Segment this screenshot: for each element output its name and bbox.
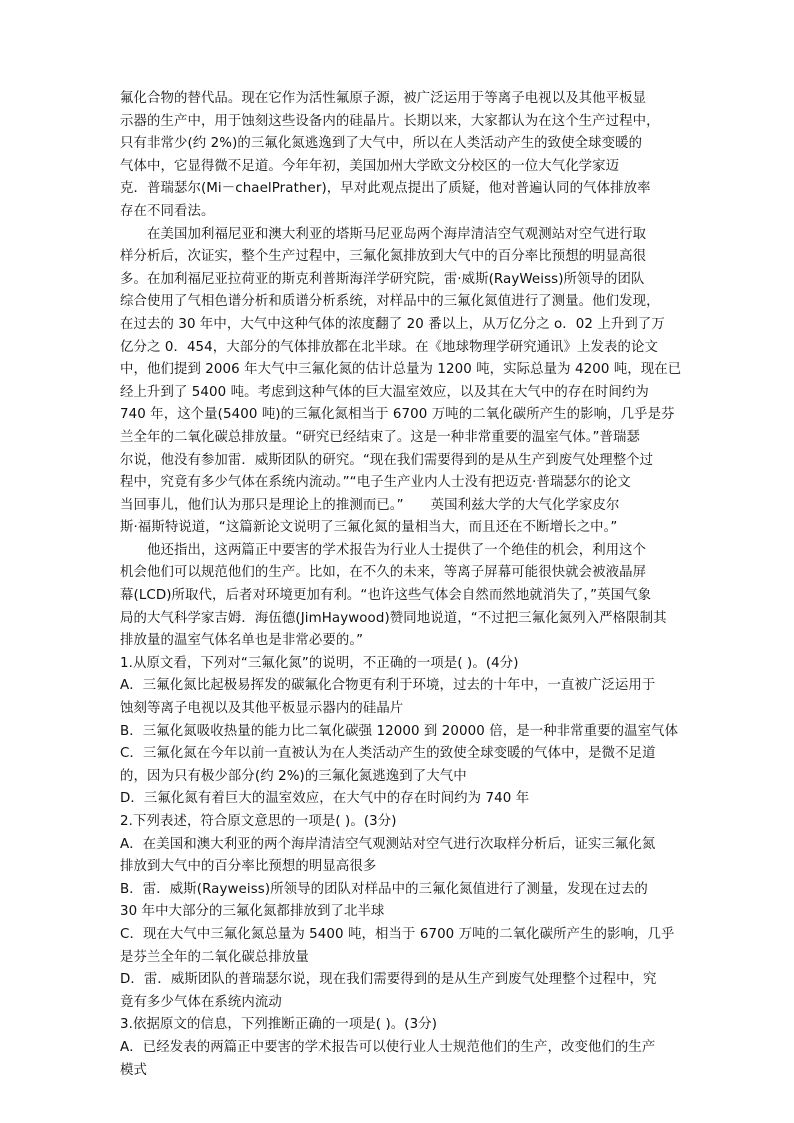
question-2-stem: 2.下列表述，符合原文意思的一项是( )。(3分) <box>120 814 397 829</box>
question-2-option-b: B．雷．威斯(Rayweiss)所领导的团队对样品中的三氟化氮值进行了测量，发现在过去的 <box>120 881 648 897</box>
question-1-option-a-cont: 蚀刻等离子电视以及其他平板显示器内的硅晶片 <box>120 701 404 717</box>
text-line: 样分析后，次证实，整个生产过程中，三氟化氮排放到大气中的百分率比预想的明显高很 <box>120 249 647 265</box>
text-line: 克．普瑞瑟尔(Mi－chaelPrather)，早对此观点提出了质疑，他对普遍认同的气体排放率 <box>120 181 651 197</box>
text-line: 存在不同看法。 <box>120 203 215 219</box>
text-line: 多。在加利福尼亚拉荷亚的斯克利普斯海洋学研究院，雷·威斯(RayWeiss)所领导的团队 <box>120 271 645 287</box>
text-line: 740 年，这个量(5400 吨)的三氟化氮相当于 6700 万吨的二氧化碳所产生的影响，几乎是芬 <box>120 407 675 423</box>
question-1-option-d: D．三氟化氮有着巨大的温室效应，在大气中的存在时间约为 740 年 <box>120 791 530 807</box>
document-page <box>120 88 680 1082</box>
question-3-option-a: A．已经发表的两篇正中要害的学术报告可以使行业人士规范他们的生产，改变他们的生产 <box>120 1039 656 1055</box>
text-line: 尔说，他没有参加雷．威斯团队的研究。“现在我们需要得到的是从生产到废气处理整个过 <box>120 452 654 468</box>
question-1-option-c: C．三氟化氮在今年以前一直被认为在人类活动产生的致使全球变暖的气体中，是微不足道 <box>120 746 656 762</box>
question-1-option-b: B．三氟化氮吸收热量的能力比二氧化碳强 12000 到 20000 倍，是一种非常重要的温室气体 <box>120 723 679 739</box>
question-2-option-a: A．在美国和澳大利亚的两个海岸清洁空气观测站对空气进行次取样分析后，证实三氟化氮 <box>120 836 656 852</box>
question-2-option-a-cont: 排放到大气中的百分率比预想的明显高很多 <box>120 859 377 875</box>
question-3-stem: 3.依据原文的信息，下列推断正确的一项是( )。(3分) <box>120 1017 438 1033</box>
question-2-option-c: C．现在大气中三氟化氮总量为 5400 吨，相当于 6700 万吨的二氧化碳所产生的影响，几乎 <box>120 926 675 942</box>
text-line: 程中，究竟有多少气体在系统内流动。”“电子生产业内人士没有把迈克·普瑞瑟尔的论文 <box>120 475 631 491</box>
question-1-stem: 1.从原文看，下列对“三氟化氮”的说明，不正确的一项是( )。(4分) <box>120 655 519 671</box>
text-line: 亿分之 0．454，大部分的气体排放都在北半球。在《地球物理学研究通讯》上发表的论文 <box>120 339 658 355</box>
text-line: 只有非常少(约 2%)的三氟化氮逃逸到了大气中，所以在人类活动产生的致使全球变暖的 <box>120 136 643 152</box>
question-2-option-d-cont: 竟有多少气体在系统内流动 <box>120 994 282 1010</box>
text-line: 局的大气科学家吉姆．海伍德(JimHaywood)赞同地说道，“不过把三氟化氮列入严格限制其 <box>120 610 667 626</box>
text-line: 经上升到了 5400 吨。考虑到这种气体的巨大温室效应，以及其在大气中的存在时间约为 <box>120 384 649 400</box>
text-line: 综合使用了气相色谱分析和质谱分析系统，对样品中的三氟化氮值进行了测量。他们发现， <box>120 294 660 310</box>
question-3-option-a-cont: 模式 <box>120 1062 147 1078</box>
text-line: 在过去的 30 年中，大气中这种气体的浓度翻了 20 番以上，从万亿分之 o．02 上升到了万 <box>120 316 665 332</box>
question-2-option-c-cont: 是芬兰全年的二氧化碳总排放量 <box>120 949 309 965</box>
paragraph-start-line: 他还指出，这两篇正中要害的学术报告为行业人士提供了一个绝佳的机会，利用这个 <box>147 542 647 558</box>
question-2-option-b-cont: 30 年中大部分的三氟化氮都排放到了北半球 <box>120 904 385 920</box>
text-line: 当回事儿，他们认为那只是理论上的推测而已。” 英国利兹大学的大气化学家皮尔 <box>120 497 620 513</box>
paragraph-start-line: 在美国加利福尼亚和澳大利亚的塔斯马尼亚岛两个海岸清洁空气观测站对空气进行取 <box>147 226 647 242</box>
text-line: 中，他们提到 2006 年大气中三氟化氮的估计总量为 1200 吨，实际总量为 4200 吨，现在已 <box>120 362 682 378</box>
text-line: 示器的生产中，用于蚀刻这些设备内的硅晶片。长期以来，大家都认为在这个生产过程中， <box>120 113 660 129</box>
question-2-option-d: D．雷．威斯团队的普瑞瑟尔说，现在我们需要得到的是从生产到废气处理整个过程中，究 <box>120 972 657 988</box>
text-line: 气体中，它显得微不足道。今年年初，美国加州大学欧文分校区的一位大气化学家迈 <box>120 158 620 174</box>
text-line: 兰全年的二氧化碳总排放量。“研究已经结束了。这是一种非常重要的温室气体。”普瑞瑟 <box>120 429 641 445</box>
text-line: 幕(LCD)所取代，后者对环境更加有利。“也许这些气体会自然而然地就消失了，”英国气象 <box>120 588 652 604</box>
text-line: 斯·福斯特说道，“这篇新论文说明了三氟化氮的量相当大，而且还在不断增长之中。” <box>120 520 618 536</box>
text-line: 机会他们可以规范他们的生产。比如，在不久的未来，等离子屏幕可能很快就会被液晶屏 <box>120 565 647 581</box>
question-1-option-c-cont: 的，因为只有极少部分(约 2%)的三氟化氮逃逸到了大气中 <box>120 768 467 784</box>
question-1-option-a: A．三氟化氮比起极易挥发的碳氟化合物更有利于环境，过去的十年中，一直被广泛运用于 <box>120 678 656 694</box>
text-line: 排放量的温室气体名单也是非常必要的。” <box>120 633 364 649</box>
text-line: 氟化合物的替代品。现在它作为活性氟原子源，被广泛运用于等离子电视以及其他平板显 <box>120 91 647 106</box>
